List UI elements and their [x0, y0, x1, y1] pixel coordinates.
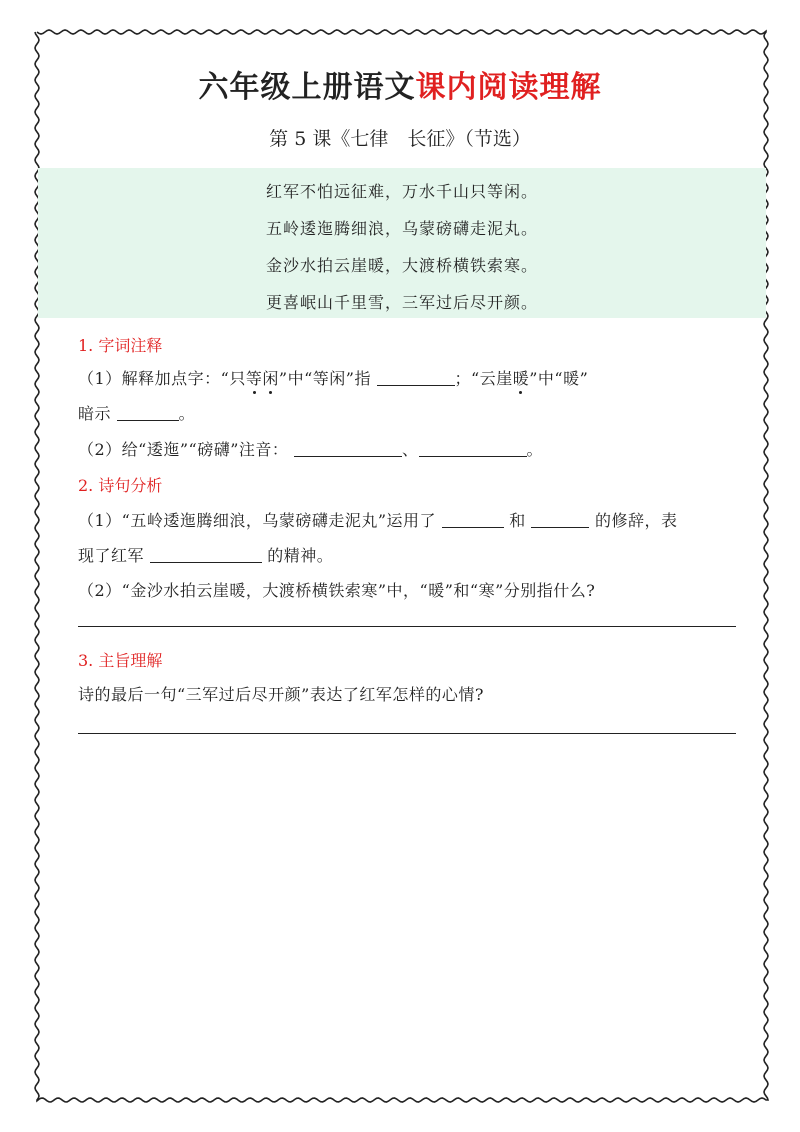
question-1-2: （2）给“逶迤”“磅礴”注音： 、 。 [78, 440, 544, 459]
answer-blank[interactable] [377, 369, 455, 386]
answer-blank[interactable] [117, 404, 179, 421]
answer-blank[interactable] [531, 511, 589, 528]
poem-line: 金沙水拍云崖暖，大渡桥横铁索寒。 [265, 256, 538, 275]
question-2-1-cont: 现了红军 的精神。 [78, 546, 334, 565]
page-title [0, 62, 800, 106]
question-2-2: （2）“金沙水拍云崖暖，大渡桥横铁索寒”中，“暖”和“寒”分别指什么? [78, 581, 596, 600]
section-heading-2: 2. 诗句分析 [78, 476, 163, 495]
answer-blank[interactable] [294, 440, 402, 457]
answer-blank[interactable] [419, 440, 527, 457]
question-1-1-cont: 暗示 。 [78, 404, 196, 423]
question-3: 诗的最后一句“三军过后尽开颜”表达了红军怎样的心情? [78, 685, 484, 704]
poem-line: 更喜岷山千里雪，三军过后尽开颜。 [265, 293, 538, 312]
answer-blank[interactable] [442, 511, 504, 528]
poem-box [38, 168, 766, 318]
section-heading-3: 3. 主旨理解 [78, 651, 163, 670]
answer-line[interactable] [78, 733, 736, 734]
section-heading-1: 1. 字词注释 [78, 336, 163, 355]
poem-line: 红军不怕远征难，万水千山只等闲。 [265, 182, 538, 201]
title-highlight: 课内阅读理解 [415, 70, 602, 105]
answer-blank[interactable] [150, 546, 262, 563]
title-main: 六年级上册语文 [198, 70, 416, 105]
lesson-subtitle: 第 5 课《七律 长征》（节选） [269, 128, 531, 150]
question-1-1: （1）解释加点字：“只等闲”中“等闲”指 ；“云崖暖”中“暖” [78, 369, 589, 388]
question-2-1: （1）“五岭逶迤腾细浪，乌蒙磅礴走泥丸”运用了 和 的修辞，表 [78, 511, 678, 530]
answer-line[interactable] [78, 626, 736, 627]
poem-line: 五岭逶迤腾细浪，乌蒙磅礴走泥丸。 [265, 219, 538, 238]
